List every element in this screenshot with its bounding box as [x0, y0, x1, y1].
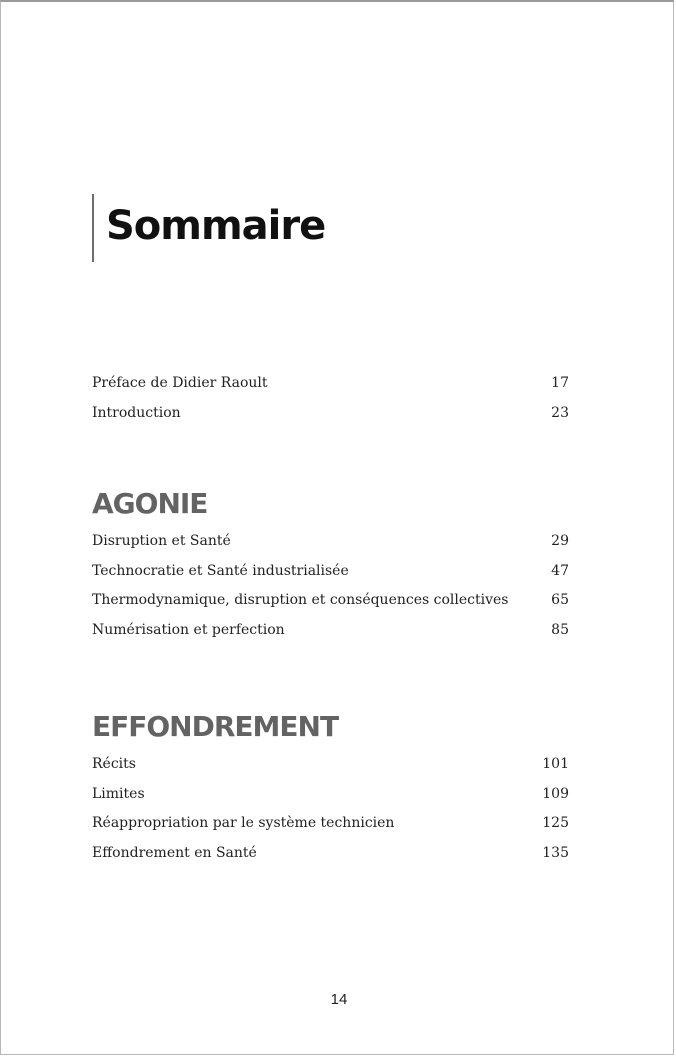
- toc-entry-page: 109: [542, 785, 569, 802]
- toc-entry: [92, 786, 569, 816]
- toc-entry-page: 47: [551, 562, 569, 579]
- toc-entry-title: Limites: [92, 785, 145, 802]
- page-number: 14: [330, 991, 348, 1008]
- toc-entry: [92, 375, 569, 405]
- toc-entry-page: 135: [542, 844, 569, 861]
- toc-entry-title: Disruption et Santé: [92, 533, 231, 549]
- toc-entry-title: Numérisation et perfection: [92, 621, 285, 638]
- toc-entry: [92, 592, 569, 622]
- front-matter-list: [92, 375, 569, 434]
- toc-entry-page: 125: [542, 815, 569, 831]
- toc-entry-title: Thermodynamique, disruption et conséquences collectives: [92, 592, 509, 608]
- toc-entry-title: Technocratie et Santé industrialisée: [92, 562, 349, 579]
- toc-entry: [92, 815, 569, 845]
- section-heading-agonie: AGONIE: [92, 487, 208, 520]
- toc-entry: [92, 533, 569, 563]
- toc-entry-page: 101: [542, 756, 569, 772]
- toc-entry-title: Récits: [92, 756, 136, 772]
- toc-entry-page: 65: [551, 592, 569, 608]
- page-title: Sommaire: [106, 203, 326, 249]
- section-heading-effondrement: EFFONDREMENT: [92, 710, 339, 743]
- section-agonie-list: [92, 533, 569, 651]
- toc-entry-page: 85: [551, 621, 569, 638]
- toc-entry-page: 23: [551, 404, 569, 421]
- section-effondrement-list: [92, 756, 569, 874]
- toc-entry-title: Réappropriation par le système technicien: [92, 815, 395, 831]
- toc-entry-title: Préface de Didier Raoult: [92, 375, 268, 391]
- toc-entry-title: Effondrement en Santé: [92, 844, 257, 861]
- toc-entry: [92, 756, 569, 786]
- toc-entry-page: 17: [551, 375, 569, 391]
- toc-entry-title: Introduction: [92, 404, 181, 421]
- title-accent-rule: [92, 194, 94, 262]
- toc-entry: [92, 563, 569, 593]
- toc-entry-page: 29: [551, 533, 569, 549]
- toc-entry: [92, 845, 569, 875]
- toc-entry: [92, 622, 569, 652]
- toc-entry: [92, 405, 569, 435]
